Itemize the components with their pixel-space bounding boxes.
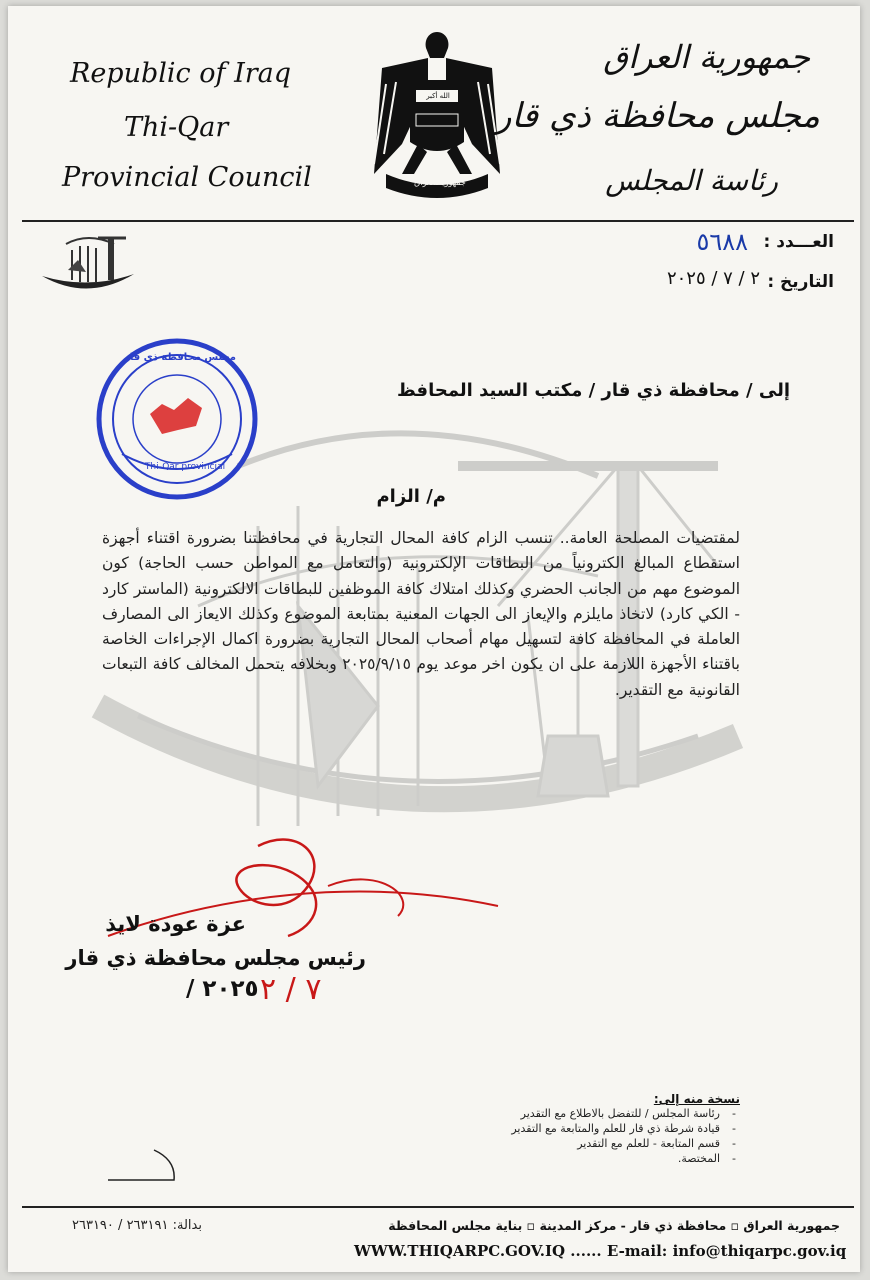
date-label: التاريخ : (767, 272, 834, 292)
header-english-line-1: Republic of Iraq (70, 58, 292, 89)
signature-date-handwritten: ٧ / ٢ (260, 972, 322, 1007)
emblem-banner: جمهورية العراق (414, 178, 466, 187)
emblem-motto: الله أكبر (426, 92, 450, 100)
handwritten-signature (98, 826, 518, 956)
footer-divider (22, 1206, 854, 1208)
margin-mark (104, 1146, 184, 1186)
number-value: ٥٦٨٨ (696, 228, 748, 256)
signatory-title: رئيس مجلس محافظة ذي قار (65, 946, 366, 970)
cc-bullets: - - - - (732, 1107, 736, 1165)
letter-sheet (8, 6, 860, 1272)
phone-numbers: ٢٦٣١٩١ / ٢٦٣١٩٠ (72, 1218, 169, 1233)
cc-item: المختصة. (677, 1152, 720, 1165)
footer-dots: ...... (570, 1242, 602, 1260)
website-link[interactable]: WWW.THIQARPC.GOV.IQ (354, 1242, 566, 1260)
footer-contact (354, 1242, 846, 1260)
phone-label: بدالة: (172, 1218, 202, 1233)
letter-body: لمقتضيات المصلحة العامة.. تنسب الزام كافة المحال التجارية في محافظتنا بضرورة اقتناء أجهزة استقطاع المبالغ الكترونياً من البطاقات الإلكترونية (والتعامل مع المواطن حسب الحاجة) كون الموضوع مهم من الجانب الحضري وكذلك امتلاك كافة الموظفين للبطاقات الالكترونية (الماستر كارد - الكي كارد) لاتخاذ مايلزم والإيعاز الى الجهات المعنية بمتابعة الموضوع وكذلك الايعاز الى المصارف العاملة في المحافظة كافة لتسهيل مهام أصحاب المحال التجارية بضرورة اكمال الإجراءات الخاصة باقتناء الأجهزة اللازمة على ان يكون اخر موعد يوم ٢٠٢٥/٩/١٥ وبخلافه يتحمل المخالف كافة التبعات القانونية مع التقدير. (102, 529, 740, 699)
recipient-line: إلى / محافظة ذي قار / مكتب السيد المحافظ (397, 380, 790, 401)
footer-phones (72, 1218, 202, 1233)
cc-title: نسخة منه إلى: (653, 1092, 740, 1106)
iraq-eagle-emblem (372, 24, 502, 202)
header-arabic-line-3: رئاسة المجلس (605, 164, 778, 197)
email-label: E-mail: (606, 1242, 668, 1260)
cc-item: رئاسة المجلس / للتفضل بالاطلاع مع التقدير (520, 1107, 720, 1120)
header-arabic-line-1: جمهورية العراق (603, 38, 810, 76)
signature-date-printed: ٢٠٢٥ / (186, 976, 259, 1002)
council-boat-logo (38, 230, 138, 300)
number-label: العـــدد : (763, 232, 834, 252)
signatory-name: عزة عودة لايذ (105, 912, 246, 936)
header-english-line-3: Provincial Council (62, 162, 312, 193)
date-value: ٢ / ٧ / ٢٠٢٥ (666, 268, 760, 289)
subject-line: م/ الزام (376, 486, 446, 507)
cc-item: قيادة شرطة ذي قار للعلم والمتابعة مع التقدير (511, 1122, 720, 1135)
header-divider (22, 220, 854, 222)
email-link[interactable]: info@thiqarpc.gov.iq (672, 1242, 847, 1260)
cc-item: قسم المتابعة - للعلم مع التقدير (577, 1137, 720, 1150)
stamp-bottom-text: Thi-Qar provincial (144, 462, 226, 472)
footer-address: جمهورية العراق ▫ محافظة ذي قار - مركز المدينة ▫ بناية مجلس المحافظة (388, 1218, 840, 1233)
cc-list (511, 1106, 720, 1166)
header-english-line-2: Thi-Qar (124, 112, 229, 143)
header-arabic-line-2: مجلس محافظة ذي قار (495, 96, 820, 136)
stamp-top-text: مجلس محافظة ذي قار (124, 352, 236, 363)
